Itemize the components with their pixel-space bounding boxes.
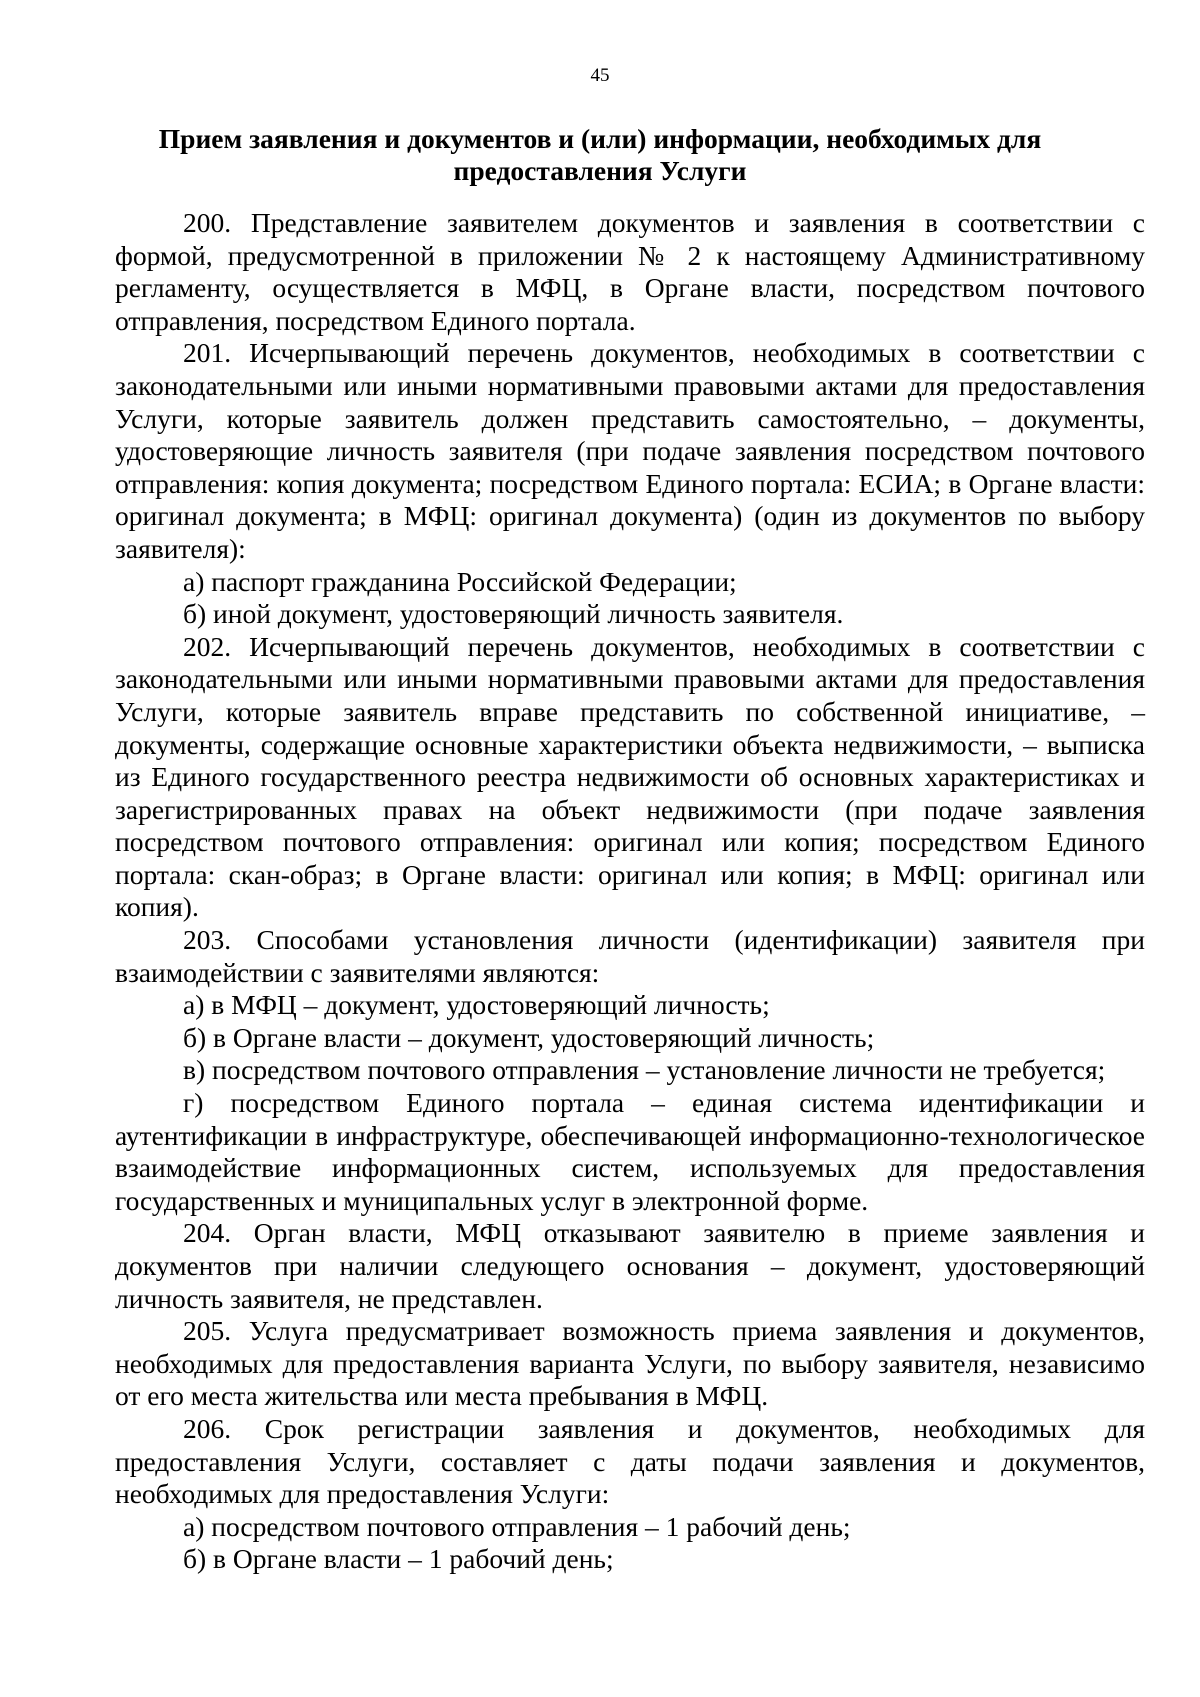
paragraph-203: 203. Способами установления личности (идентификации) заявителя при взаимодействии с заявителями являются: — [115, 924, 1145, 988]
list-item-201-b: б) иной документ, удостоверяющий личность заявителя. — [183, 598, 844, 630]
list-item-203-a: а) в МФЦ – документ, удостоверяющий личность; — [183, 989, 770, 1021]
list-item-206-a: а) посредством почтового отправления – 1 рабочий день; — [183, 1510, 851, 1542]
paragraph-201: 201. Исчерпывающий перечень документов, необходимых в соответствии с законодательными или иными нормативными правовыми актами для предоставления Услуги, которые заявитель должен представить самостоятельно, – документы, удостоверяющие личность заявителя (при подаче заявления посредством почтового отправления: копия документа; посредством Единого портала: ЕСИА; в Органе власти: оригинал документа; в МФЦ: оригинал документа) (один из документов по выбору заявителя): — [115, 337, 1145, 564]
list-item-203-d: г) посредством Единого портала – единая система идентификации и аутентификации в инфраструктуре, обеспечивающей информационно-технологическое взаимодействие информационных систем, используемых для предоставления государственных и муниципальных услуг в электронной форме. — [115, 1087, 1145, 1216]
paragraph-206: 206. Срок регистрации заявления и документов, необходимых для предоставления Услуги, составляет с даты подачи заявления и документов, необходимых для предоставления Услуги: — [115, 1412, 1145, 1510]
list-item-201-a: а) паспорт гражданина Российской Федерации; — [183, 565, 737, 597]
section-heading — [150, 123, 1050, 187]
paragraph-205: 205. Услуга предусматривает возможность приема заявления и документов, необходимых для предоставления варианта Услуги, по выбору заявителя, независимо от его места жительства или места пребывания в МФЦ. — [115, 1315, 1145, 1412]
list-item-203-b: б) в Органе власти – документ, удостоверяющий личность; — [183, 1021, 875, 1053]
document-body — [115, 207, 1145, 1576]
paragraph-200: 200. Представление заявителем документов и заявления в соответствии с формой, предусмотренной в приложении № 2 к настоящему Административному регламенту, осуществляется в МФЦ, в Органе власти, посредством почтового отправления, посредством Единого портала. — [115, 207, 1145, 336]
list-item-203-c: в) посредством почтового отправления – установление личности не требуется; — [183, 1054, 1106, 1086]
paragraph-202: 202. Исчерпывающий перечень документов, необходимых в соответствии с законодательными или иными нормативными правовыми актами для предоставления Услуги, которые заявитель вправе представить по собственной инициативе, – документы, содержащие основные характеристики объекта недвижимости, – выписка из Единого государственного реестра недвижимости об основных характеристиках и зарегистрированных правах на объект недвижимости (при подаче заявления посредством почтового отправления: оригинал или копия; посредством Единого портала: скан-образ; в Органе власти: оригинал или копия; в МФЦ: оригинал или копия). — [115, 630, 1145, 923]
page-number: 45 — [590, 65, 610, 86]
list-item-206-b: б) в Органе власти – 1 рабочий день; — [183, 1543, 614, 1575]
section-heading-line-2: предоставления Услуги — [453, 155, 747, 186]
section-heading-line-1: Прием заявления и документов и (или) информации, необходимых для — [158, 123, 1042, 154]
paragraph-204: 204. Орган власти, МФЦ отказывают заявителю в приеме заявления и документов при наличии следующего основания – документ, удостоверяющий личность заявителя, не представлен. — [115, 1217, 1145, 1314]
